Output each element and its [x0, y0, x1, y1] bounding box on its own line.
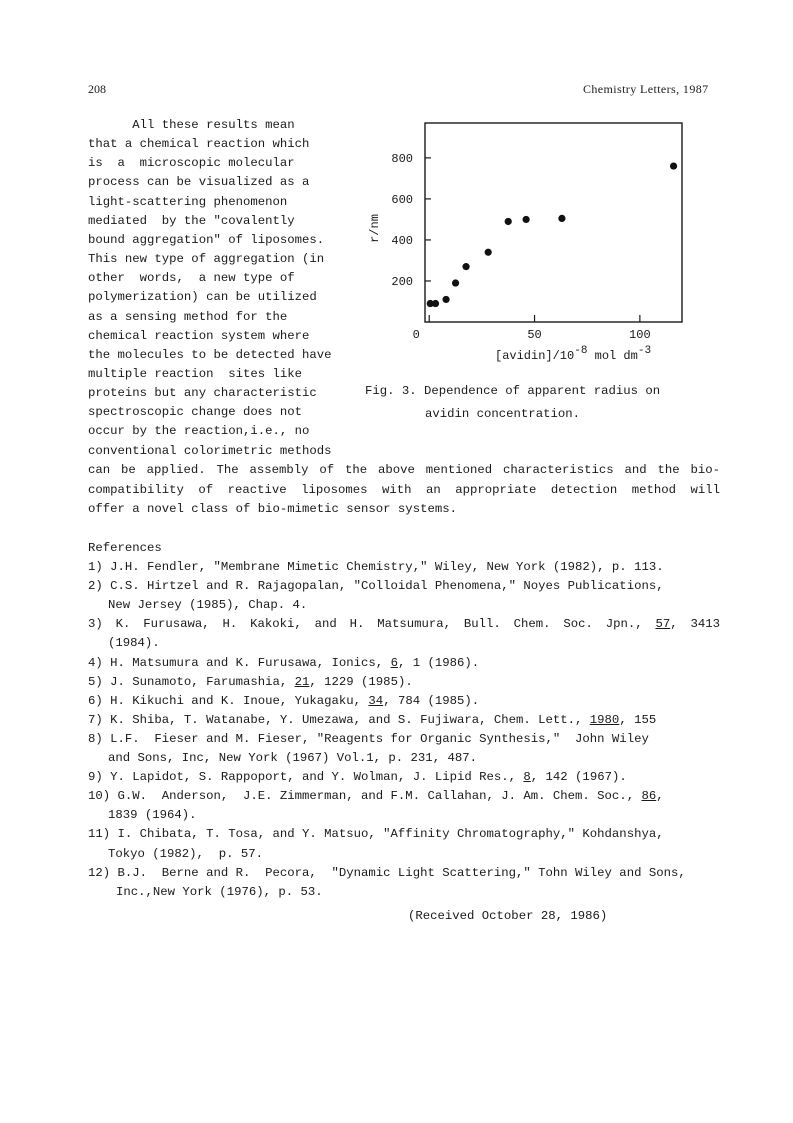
reference-text: 8) L.F. Fieser and M. Fieser, "Reagents for Organic Synthesis," John Wiley [88, 731, 649, 746]
reference-line [88, 693, 479, 709]
reference-line [88, 655, 479, 671]
body-line: other words, a new type of [88, 271, 295, 286]
body-line: compatibility of reactive liposomes with an appropriate detection method will [88, 482, 720, 497]
reference-line [88, 616, 720, 632]
body-line: This new type of aggregation (in [88, 252, 325, 267]
data-point [462, 263, 469, 270]
reference-text: , 784 (1985). [383, 693, 480, 708]
y-tick-label: 600 [391, 192, 413, 207]
y-axis-label: r/nm [368, 214, 382, 243]
plot-frame [425, 123, 682, 322]
reference-text: Inc.,New York (1976), p. 53. [116, 884, 323, 899]
x-axis-label-exponent: -3 [637, 345, 652, 357]
reference-text: 7) K. Shiba, T. Watanabe, Y. Umezawa, and S. Fujiwara, Chem. Lett., [88, 712, 590, 727]
reference-text: New Jersey (1985), Chap. 4. [108, 598, 308, 613]
reference-text: 12) B.J. Berne and R. Pecora, "Dynamic Light Scattering," Tohn Wiley and Sons, [88, 865, 686, 880]
data-point [442, 296, 449, 303]
reference-line [108, 807, 197, 823]
reference-line [116, 884, 323, 900]
x-axis-label-text: mol dm [587, 349, 638, 363]
figure-caption-line-1: Fig. 3. Dependence of apparent radius on [365, 384, 661, 398]
data-point [452, 279, 459, 286]
body-line: occur by the reaction,i.e., no [88, 424, 310, 439]
body-line: offer a novel class of bio-mimetic sensor systems. [88, 502, 457, 516]
reference-line [88, 788, 664, 804]
body-line: can be applied. The assembly of the above mentioned characteristics and the bio- [88, 463, 720, 477]
reference-line [88, 826, 664, 842]
received-date: (Received October 28, 1986) [408, 909, 608, 923]
body-line: process can be visualized as a [88, 175, 310, 190]
reference-text: , 155 [619, 712, 657, 727]
reference-text: , 1 (1986). [397, 655, 480, 670]
reference-text: , 1229 (1985). [309, 674, 413, 689]
data-point [485, 249, 492, 256]
reference-line [88, 712, 656, 728]
reference-text: (1984). [108, 636, 160, 651]
reference-text: 5) J. Sunamoto, Farumashia, [88, 674, 295, 689]
reference-volume: 1980 [589, 712, 620, 727]
reference-text: , 3413 [670, 617, 720, 632]
body-line: polymerization) can be utilized [88, 290, 317, 305]
reference-line [108, 750, 477, 766]
x-axis-label [495, 345, 651, 363]
reference-text: 6) H. Kikuchi and K. Inoue, Yukagaku, [88, 693, 369, 708]
reference-volume: 86 [641, 789, 657, 804]
data-point [432, 300, 439, 307]
body-line: conventional colorimetric methods [88, 443, 332, 458]
references-heading: References [88, 541, 162, 555]
data-point [523, 216, 530, 223]
body-line: spectroscopic change does not [88, 405, 303, 420]
x-axis-label-text: [avidin]/10 [495, 349, 575, 363]
reference-line [108, 597, 307, 613]
data-point [670, 162, 677, 169]
y-tick-label: 200 [391, 274, 413, 289]
reference-text: 3) K. Furusawa, H. Kakoki, and H. Matsumura, Bull. Chem. Soc. Jpn., [88, 617, 656, 632]
body-line: as a sensing method for the [88, 309, 288, 324]
body-line: multiple reaction sites like [88, 366, 303, 381]
page-number: 208 [88, 82, 106, 96]
body-line: light-scattering phenomenon [88, 194, 288, 209]
reference-line [88, 769, 627, 785]
reference-text: 10) G.W. Anderson, J.E. Zimmerman, and F.M. Callahan, J. Am. Chem. Soc., [88, 789, 642, 804]
reference-line [88, 674, 413, 690]
reference-text: 9) Y. Lapidot, S. Rappoport, and Y. Wolman, J. Lipid Res., [88, 770, 524, 785]
scatter-plot [360, 118, 700, 378]
reference-volume: 57 [655, 617, 671, 632]
reference-line [108, 635, 160, 651]
y-tick-label: 800 [391, 151, 413, 166]
body-line: the molecules to be detected have [88, 347, 332, 362]
reference-volume: 21 [294, 674, 310, 689]
body-line: chemical reaction system where [88, 328, 310, 343]
body-line: bound aggregation" of liposomes. [88, 232, 325, 247]
reference-text: 1839 (1964). [108, 808, 197, 823]
reference-text: 2) C.S. Hirtzel and R. Rajagopalan, "Colloidal Phenomena," Noyes Publications, [88, 579, 664, 594]
data-point [558, 215, 565, 222]
journal-header: Chemistry Letters, 1987 [583, 82, 709, 96]
body-line: is a microscopic molecular [88, 156, 295, 171]
body-line: All these results mean [88, 118, 295, 132]
reference-volume: 6 [390, 655, 398, 670]
reference-text: , [656, 789, 664, 804]
x-axis-label-exponent: -8 [574, 345, 588, 357]
x-tick-label: 0 [412, 328, 420, 342]
body-line: that a chemical reaction which [88, 137, 310, 152]
figure-3-chart [360, 118, 700, 378]
reference-line [88, 865, 686, 881]
figure-caption-line-2: avidin concentration. [425, 407, 580, 421]
x-tick-label: 100 [629, 328, 651, 342]
body-line: proteins but any characteristic [88, 386, 317, 401]
reference-text: 1) J.H. Fendler, "Membrane Mimetic Chemistry," Wiley, New York (1982), p. 113. [88, 560, 664, 574]
reference-volume: 34 [368, 693, 384, 708]
reference-text: Tokyo (1982), p. 57. [108, 846, 263, 861]
reference-line [88, 578, 664, 594]
reference-volume: 8 [523, 770, 531, 785]
reference-line [88, 731, 649, 747]
x-tick-label: 50 [527, 328, 542, 342]
reference-line [108, 846, 263, 862]
reference-text: 11) I. Chibata, T. Tosa, and Y. Matsuo, "Affinity Chromatography," Kohdanshya, [88, 827, 664, 842]
reference-text: , 142 (1967). [530, 770, 627, 785]
reference-line [88, 559, 664, 575]
reference-text: 4) H. Matsumura and K. Furusawa, Ionics, [88, 655, 391, 670]
body-line: mediated by the "covalently [88, 213, 295, 228]
y-tick-label: 400 [391, 233, 413, 248]
data-point [505, 218, 512, 225]
reference-text: and Sons, Inc, New York (1967) Vol.1, p. 231, 487. [108, 751, 477, 765]
